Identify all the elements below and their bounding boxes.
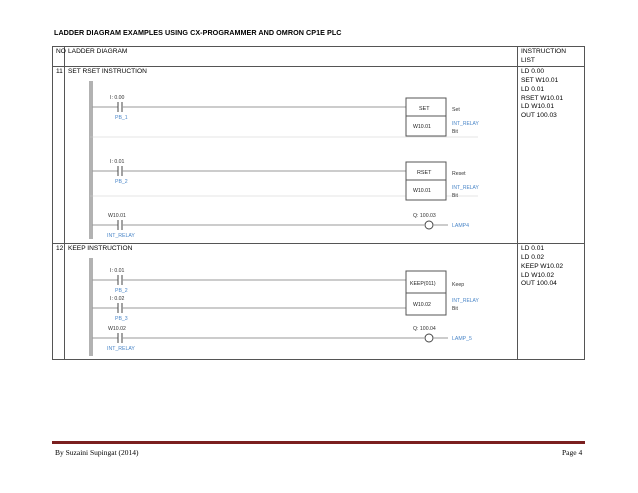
- instruction-line: OUT 100.04: [521, 280, 557, 288]
- contact-address: W10.01: [108, 213, 126, 220]
- footer-divider: [52, 441, 585, 444]
- footer-author: By Suzaini Supingat (2014): [55, 448, 139, 457]
- coil-name: LAMP4: [452, 223, 470, 230]
- row-title: KEEP INSTRUCTION: [68, 245, 133, 253]
- table-header-row: [53, 47, 585, 67]
- box-mnemonic: RSET: [417, 170, 432, 177]
- contact-name: PB_3: [115, 316, 128, 323]
- contact-address: I: 0.01: [110, 268, 125, 275]
- coil-address: Q: 100.04: [413, 326, 436, 333]
- header-instruction: INSTRUCTION LIST: [518, 47, 585, 67]
- instruction-list-cell: [518, 244, 585, 360]
- output-coil: [425, 334, 433, 342]
- contact-name: INT_RELAY: [107, 233, 135, 240]
- box-comment: Set: [452, 107, 460, 114]
- page-number: Page 4: [562, 448, 583, 457]
- contact-name: INT_RELAY: [107, 346, 135, 353]
- instruction-line: RSET W10.01: [521, 94, 564, 102]
- instruction-line: LD 0.01: [521, 85, 545, 93]
- box-comment-relay: INT_RELAY: [452, 121, 479, 128]
- instruction-line: LD 0.02: [521, 254, 545, 262]
- contact-name: PB_2: [115, 179, 128, 186]
- instruction-line: LD 0.01: [521, 245, 545, 253]
- header-no: NO: [53, 47, 65, 67]
- box-mnemonic: KEEP(011): [410, 281, 436, 288]
- set-instruction-box: [406, 98, 446, 136]
- row-number: 12: [53, 244, 65, 360]
- box-operand: W10.01: [413, 124, 431, 131]
- ladder-diagram-keep: [68, 254, 488, 358]
- contact-name: PB_2: [115, 288, 128, 295]
- box-mnemonic: SET: [419, 106, 430, 113]
- table-row: [53, 244, 585, 360]
- document-title: LADDER DIAGRAM EXAMPLES USING CX-PROGRAMMER AND OMRON CP1E PLC: [54, 28, 342, 37]
- box-comment-bit: Bit: [452, 306, 458, 313]
- contact-name: PB_1: [115, 115, 128, 122]
- instruction-line: LD 0.00: [521, 68, 545, 76]
- instruction-line: SET W10.01: [521, 77, 559, 85]
- instruction-line: LD W10.01: [521, 103, 554, 111]
- box-comment: Reset: [452, 171, 466, 178]
- coil-name: LAMP_5: [452, 336, 472, 343]
- instruction-line: KEEP W10.02: [521, 262, 564, 270]
- contact-address: W10.02: [108, 326, 126, 333]
- box-comment-relay: INT_RELAY: [452, 185, 479, 192]
- box-operand: W10.02: [413, 302, 431, 309]
- contact-address: I: 0.00: [110, 95, 125, 102]
- instruction-list-cell: [518, 67, 585, 244]
- table-row: [53, 67, 585, 244]
- rset-instruction-box: [406, 162, 446, 200]
- ladder-cell: [65, 67, 518, 244]
- output-coil: [425, 221, 433, 229]
- coil-address: Q: 100.03: [413, 213, 436, 220]
- box-operand: W10.01: [413, 188, 431, 195]
- box-comment: Keep: [452, 282, 465, 289]
- box-comment-bit: Bit: [452, 129, 458, 136]
- box-comment-relay: INT_RELAY: [452, 298, 479, 305]
- ladder-diagram-set-rset: [68, 77, 488, 242]
- contact-address: I: 0.01: [110, 159, 125, 166]
- instruction-line: LD W10.02: [521, 271, 554, 279]
- contact-address: I: 0.02: [110, 296, 125, 303]
- instruction-line: OUT 100.03: [521, 111, 557, 119]
- header-ladder: LADDER DIAGRAM: [65, 47, 518, 67]
- ladder-cell: [65, 244, 518, 360]
- box-comment-bit: Bit: [452, 193, 458, 200]
- row-number: 11: [53, 67, 65, 244]
- ladder-table: [52, 46, 585, 360]
- row-title: SET RSET INSTRUCTION: [68, 68, 147, 76]
